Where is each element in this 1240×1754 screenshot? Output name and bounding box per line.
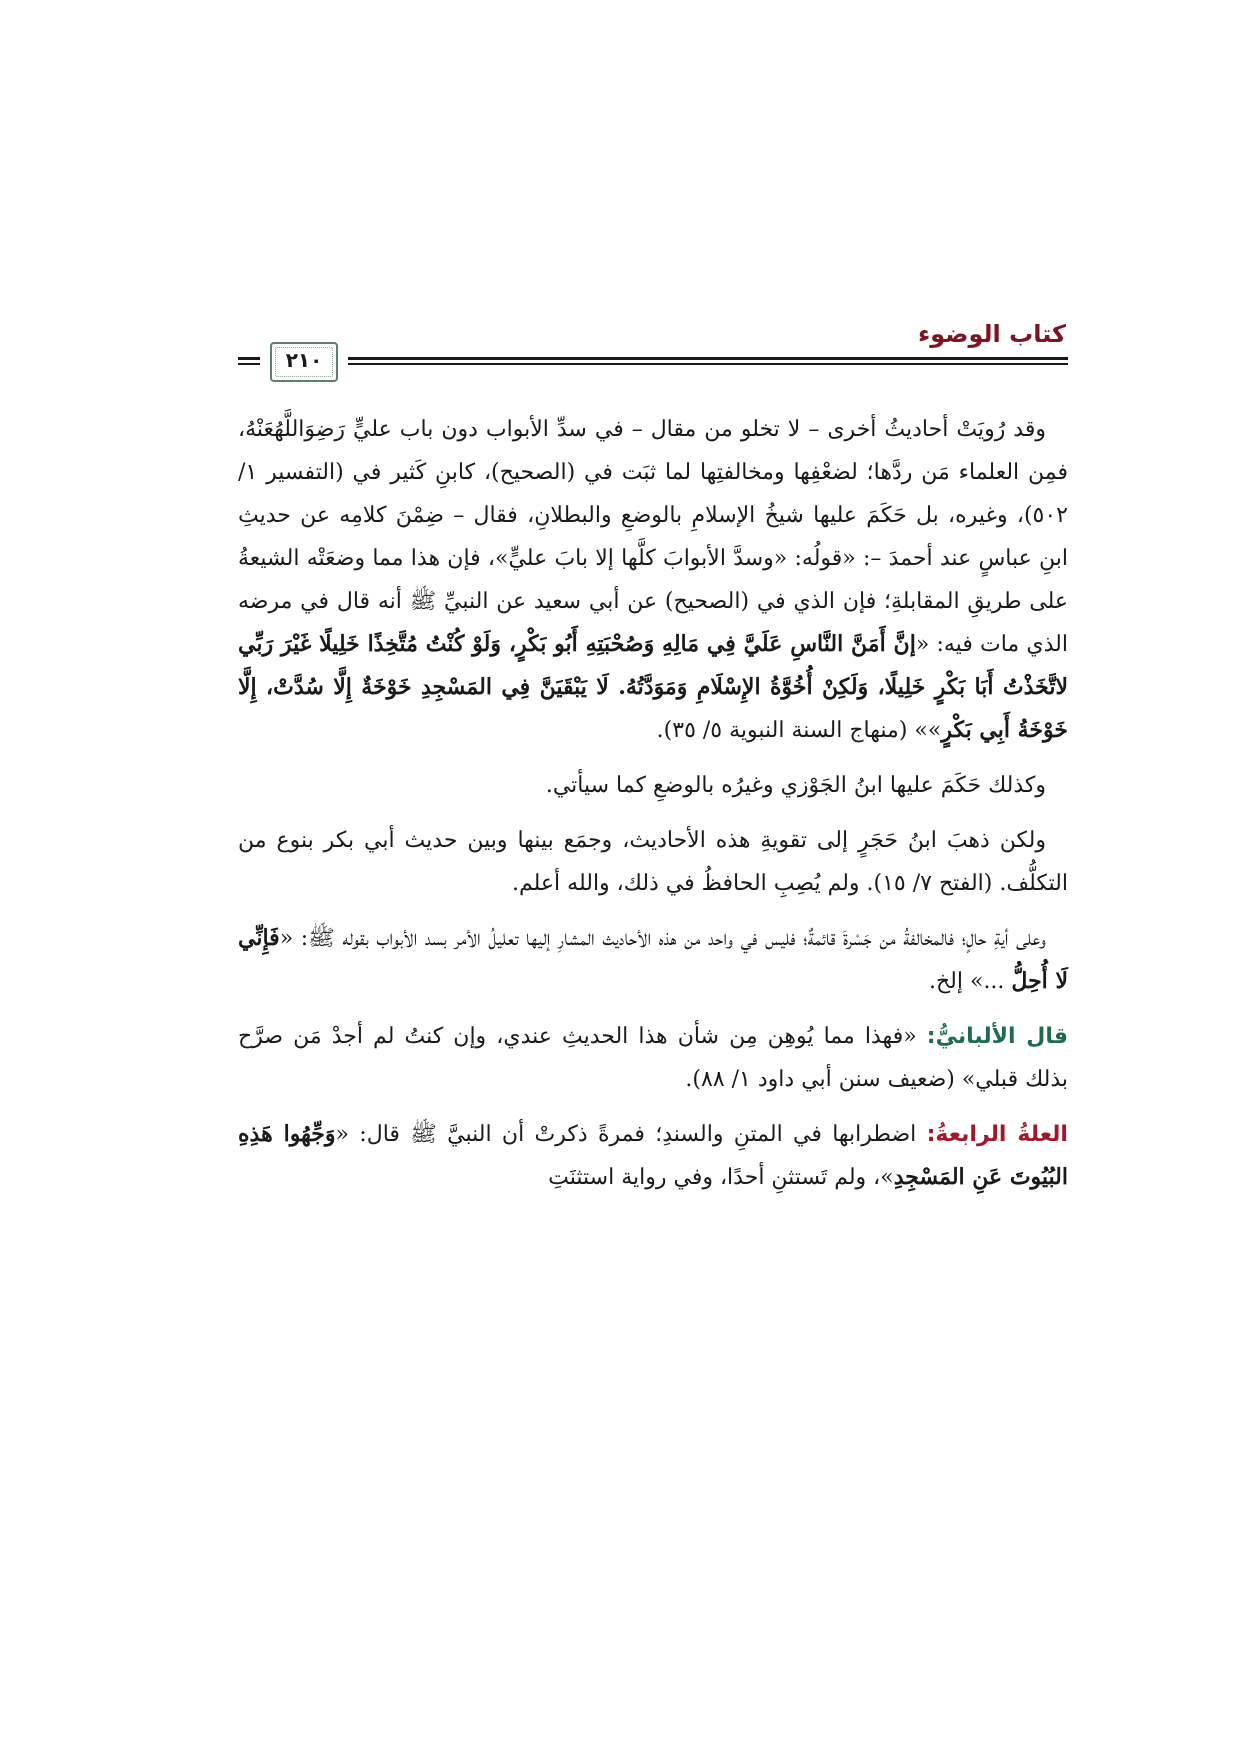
text-run: »، ولم تَستثنِ أحدًا، وفي رواية استثنَتِ bbox=[548, 1165, 894, 1190]
paragraph bbox=[238, 1015, 1068, 1101]
text-run: اضطرابها في المتنِ والسندِ؛ فمرةً ذكرتْ أن النبيَّ ﷺ قال: « bbox=[335, 1122, 927, 1147]
body-text bbox=[238, 408, 1068, 1211]
header-rule bbox=[238, 363, 260, 365]
text-run: وقد رُويَتْ أحاديثُ أخرى – لا تخلو من مقال – في سدِّ الأبواب دون باب عليٍّ رَضِوَاللَّهُعَنْهُ، فمِن العلماء مَن ردَّها؛ لضعْفِها ومخالفتِها لما ثبَت في (الصحيح)، كابنِ كَثير في (التفسير ١/ ٥٠٢)، وغيره، بل حَكَمَ عليها شيخُ الإسلامِ بالوضعِ والبطلانِ، فقال – ضِمْنَ كلامِه عن حديثِ ابنِ عباسٍ عند أحمدَ –: «قولُه: «وسدَّ الأبوابَ كلَّها إلا بابَ عليٍّ»، فإن هذا مما وضعَتْه الشيعةُ على طريقِ المقابلةِ؛ فإن الذي في (الصحيح) عن أبي سعيد عن النبيِّ ﷺ أنه قال في مرضه الذي مات فيه: « bbox=[238, 417, 1068, 657]
header-rule bbox=[238, 357, 260, 360]
page-header bbox=[238, 312, 1068, 392]
section-lead: العلةُ الرابعةُ: bbox=[926, 1122, 1068, 1147]
page-number-frame bbox=[270, 342, 338, 382]
header-rule bbox=[348, 363, 1068, 365]
paragraph bbox=[238, 1113, 1068, 1199]
hadith-quote: وَجِّهُوا هَذِهِ البُيُوتَ عَنِ المَسْجِدِ bbox=[238, 1121, 1068, 1190]
text-run: وعلى أيةِ حالٍ؛ فالمخالفةُ من جَسْرةَ قائمةٌ؛ فليس في واحد من هذه الأحاديث المشارِ إليها تعليلُ الأمر بسد الأبواب بقوله ﷺ: « bbox=[279, 926, 1046, 951]
paragraph bbox=[238, 764, 1068, 807]
text-run: «فهذا مما يُوهِن مِن شأن هذا الحديثِ عندي، وإن كنتُ لم أجدْ مَن صرَّح بذلك قبلي» (ضعيف سنن أبي داود ١/ ٨٨). bbox=[238, 1024, 1068, 1092]
hadith-quote: فَإِنِّي لَا أُحِلُّ bbox=[238, 925, 1068, 994]
text-run: ...» إلخ. bbox=[928, 969, 1012, 994]
text-run: »» (منهاج السنة النبوية ٥/ ٣٥). bbox=[656, 718, 942, 743]
text-run: وكذلك حَكَمَ عليها ابنُ الجَوْزي وغيرُه بالوضعِ كما سيأتي. bbox=[545, 773, 1046, 798]
paragraph bbox=[238, 408, 1068, 752]
hadith-quote: إنَّ أَمَنَّ النَّاسِ عَلَيَّ فِي مَالِهِ وَصُحْبَتِهِ أَبُو بَكْرٍ، وَلَوْ كُنْتُ مُتَّخِذًا خَلِيلًا غَيْرَ رَبِّي لاتَّخَذْتُ أَبَا بَكْرٍ خَلِيلًا، وَلَكِنْ أُخُوَّةُ الإِسْلَامِ وَمَوَدَّتُهُ. لَا يَبْقَيَنَّ فِي المَسْجِدِ خَوْخَةٌ إِلَّا سُدَّتْ، إِلَّا خَوْخَةُ أَبِي بَكْرٍ bbox=[238, 631, 1068, 743]
page-number: ٢١٠ bbox=[285, 348, 323, 372]
text-run: ولكن ذهبَ ابنُ حَجَرٍ إلى تقويةِ هذه الأحاديث، وجمَع بينها وبين حديث أبي بكر بنوع من التكلُّف. (الفتح ٧/ ١٥). ولم يُصِبِ الحافظُ في ذلك، والله أعلم. bbox=[238, 828, 1068, 896]
book-title: كتاب الوضوء bbox=[917, 320, 1066, 348]
paragraph bbox=[238, 819, 1068, 905]
paragraph bbox=[238, 917, 1068, 1003]
header-rule bbox=[348, 357, 1068, 360]
section-lead: قال الألبانيُّ: bbox=[926, 1024, 1069, 1049]
